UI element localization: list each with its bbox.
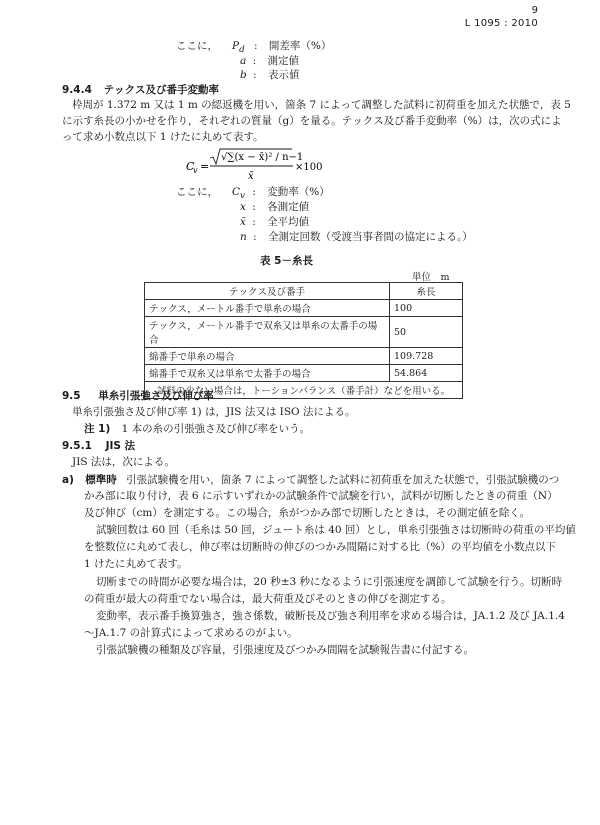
section-title: 単糸引張強さ及び伸び率	[98, 390, 214, 402]
paragraph-line: 引張試験機を用い，箇条 7 によって調整した試料に初荷重を加えた状態で，引張試験機のつ	[126, 474, 560, 486]
list-item-title: 標準時	[85, 474, 117, 486]
table-unit: 単位 m	[412, 272, 450, 283]
def-symbol: P	[232, 40, 240, 52]
section-title: JIS 法	[105, 440, 136, 452]
table-header-cell: テックス及び番手	[145, 283, 390, 300]
section-heading-95	[62, 388, 214, 403]
paragraph-line: ～JA.1.7 の計算式によって求めるのがよい。	[84, 627, 298, 639]
def-row-b	[240, 67, 299, 82]
paragraph-line: JIS 法は，次による。	[72, 456, 175, 468]
def-symbol: x	[240, 201, 246, 213]
list-item-label: a)	[62, 474, 74, 486]
def-row-x: x : 各測定値	[240, 201, 310, 213]
formula-lhs-sub: v	[193, 166, 198, 175]
paragraph-line: って求め小数点以下 1 けたに丸めて表す。	[62, 131, 264, 143]
def-description: 開差率（%）	[268, 40, 332, 52]
def-description: 各測定値	[267, 201, 310, 213]
footnote-text: 1 本の糸の引張強さ及び伸び率をいう。	[121, 423, 311, 435]
table-cell: テックス，メートル番手で単糸の場合	[145, 300, 390, 317]
def-subscript: v	[240, 191, 245, 202]
paragraph-line: 単糸引張強さ及び伸び率 1) は，JIS 法又は ISO 法による。	[72, 406, 356, 418]
def-row-xbar: x̄ : 全平均値	[240, 216, 310, 228]
def-symbol: x̄	[240, 216, 246, 228]
page-number: 9	[531, 5, 538, 16]
paragraph-line: 及び伸び（cm）を測定する。この場合，糸がつかみ部で切断したときは，その測定値を除く。	[84, 507, 531, 519]
def-colon: :	[254, 40, 258, 52]
paragraph-line: かみ部に取り付け，表 6 に示すいずれかの試験条件で試験を行い，試料が切断したときの荷重（N）	[84, 490, 558, 502]
formula-equals: =	[200, 160, 210, 173]
def-symbol: n	[240, 231, 247, 243]
yarn-length-table	[144, 282, 463, 399]
standard-number: L 1095 : 2010	[464, 18, 538, 29]
footnote-label: 注 1)	[84, 423, 111, 435]
def-description: 全平均値	[267, 216, 310, 228]
table-cell: 綿番手で単糸の場合	[145, 348, 390, 365]
paragraph-line: を整数位に丸めて表し，伸び率は切断時の伸びのつかみ間隔に対する比（%）の平均値を小数点以下	[84, 541, 556, 553]
table-header-cell: 糸長	[390, 283, 463, 300]
def-row-n: n : 全測定回数（受渡当事者間の協定による。）	[240, 231, 473, 243]
table-row	[145, 317, 463, 348]
section-heading-944	[62, 82, 219, 97]
table-row	[145, 348, 463, 365]
def-description: 表示値	[267, 69, 300, 81]
def-description: 変動率（%）	[267, 186, 330, 198]
section-title: テックス及び番手変動率	[103, 84, 219, 96]
table-cell: テックス，メートル番手で双糸又は単糸の太番手の場合	[145, 317, 390, 348]
table-header-row	[145, 283, 463, 300]
paragraph-line: 変動率，表示番手換算強さ，強さ係数，破断長及び強さ利用率を求める場合は，JA.1.2 及び JA.1.4	[96, 610, 565, 622]
formula-graphic	[186, 148, 336, 188]
def-symbol: a	[240, 55, 247, 67]
section-number: 9.5.1	[62, 440, 92, 452]
paragraph-line: 枠周が 1.372 m 又は 1 m の綛返機を用い，箇条 7 によって調整した試料に初荷重を加えた状態で，表 5	[72, 99, 571, 111]
table-cell: 109.728	[390, 348, 463, 365]
paragraph-line: 切断までの時間が必要な場合は，20 秒±3 秒になるように引張速度を調節して試験を行う。切断時	[96, 576, 563, 588]
section-number: 9.4.4	[62, 84, 92, 96]
footnote	[84, 421, 310, 436]
formula-lhs: C	[186, 160, 195, 173]
def-row-a	[240, 53, 299, 68]
table-row	[145, 365, 463, 382]
paragraph-line: 引張試験機の種類及び容量，引張速度及びつかみ間隔を試験報告書に付記する。	[96, 644, 474, 656]
def-colon: :	[252, 55, 257, 67]
paragraph-line: に示す糸長の小かせを作り，それぞれの質量（g）を量る。テックス及び番手変動率（%）は，次の式によ	[62, 115, 562, 127]
table-caption: 表 5－糸長	[260, 255, 313, 267]
defs-intro: ここに，	[176, 186, 218, 198]
def-colon: :	[253, 69, 257, 81]
table-cell: 50	[390, 317, 463, 348]
list-item-a	[62, 472, 559, 487]
def-subscript: d	[239, 45, 245, 56]
formula-denominator: x̄	[248, 171, 254, 182]
formula-times: ×100	[295, 162, 323, 173]
section-heading-951	[62, 438, 135, 453]
table-row	[145, 300, 463, 317]
def-symbol: b	[240, 69, 247, 81]
defs-intro: ここに，	[176, 40, 218, 52]
formula-numerator: √∑(x − x̄)² / n−1	[221, 152, 304, 163]
table-cell: 綿番手で双糸又は単糸で太番手の場合	[145, 365, 390, 382]
table-cell: 100	[390, 300, 463, 317]
def-row-cv: $C_v$ : 変動率（%）	[232, 186, 330, 202]
formula-cv	[186, 148, 336, 188]
def-symbol: C	[232, 186, 241, 198]
def-description: 全測定回数（受渡当事者間の協定による。）	[268, 231, 473, 243]
paragraph-line: の荷重が最大の荷重でない場合は，最大荷重及びそのときの伸びを測定する。	[84, 593, 452, 605]
def-description: 測定値	[267, 55, 299, 67]
paragraph-line: 1 けたに丸めて表す。	[84, 558, 188, 570]
table-cell: 54.864	[390, 365, 463, 382]
section-number: 9.5	[62, 390, 81, 402]
table-note: 試料の少ない場合は，トーションバランス（番手計）などを用いる。	[145, 382, 463, 399]
paragraph-line: 試験回数は 60 回（毛糸は 50 回，ジュート糸は 40 回）とし，単糸引張強さは切断時の荷重の平均値	[96, 524, 576, 536]
